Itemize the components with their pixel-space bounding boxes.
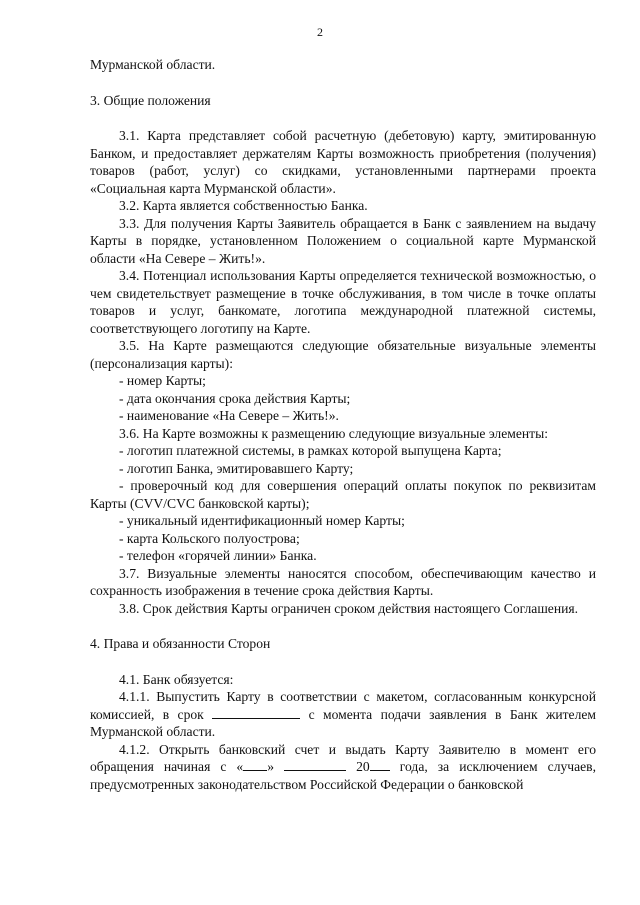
section-4-title: 4. Права и обязанности Сторон — [90, 636, 271, 651]
clause-4-1: 4.1. Банк обязуется: — [119, 671, 234, 687]
clause-4-1-2 — [90, 741, 596, 794]
clause-3-1: 3.1. Карта представляет собой расчетную (дебетовую) карту, эмитированную Банком, и предоставляет держателям Карты возможность приобретения (получения) товаров (работ, услуг) со скидками, установленными партнерами проекта «Социальная карта Мурманской области». — [90, 128, 596, 196]
list-item: - телефон «горячей линии» Банка. — [119, 548, 317, 563]
list-item: - номер Карты; — [119, 373, 206, 388]
clause-4-1-2-text-start: 4.1.2. Открыть банковский счет и выдать Карту Заявителю в момент его обращения начиная с « — [90, 741, 596, 774]
list-item: - дата окончания срока действия Карты; — [119, 390, 351, 406]
page-number: 2 — [317, 25, 323, 39]
clause-4-1-1 — [90, 688, 596, 741]
clause-3-8: 3.8. Срок действия Карты ограничен сроком действия настоящего Соглашения. — [119, 600, 579, 616]
list-item: - логотип Банка, эмитировавшего Карту; — [119, 460, 354, 476]
list-item: - наименование «На Севере – Жить!». — [119, 408, 339, 423]
clause-3-5: 3.5. На Карте размещаются следующие обязательные визуальные элементы (персонализация карты): — [90, 338, 596, 371]
document-body — [90, 56, 596, 793]
clause-3-4: 3.4. Потенциал использования Карты определяется технической возможностью, о чем свидетельствует размещение в точке обслуживания, в том числе в точке оплаты товаров и услуг, банкомате, логотипа международной платежной системы, соответствующего логотипу на Карте. — [90, 268, 596, 336]
list-item: - логотип платежной системы, в рамках которой выпущена Карта; — [119, 443, 502, 458]
quote-close: » — [267, 759, 275, 774]
section-3-title: 3. Общие положения — [90, 92, 211, 108]
year-blank — [370, 758, 390, 771]
day-blank — [243, 758, 267, 771]
clause-4-1-1-text-end: с момента подачи заявления в Банк жителем Мурманской области. — [90, 706, 596, 739]
intro-line: Мурманской области. — [90, 57, 216, 72]
year-prefix: 20 — [356, 759, 370, 774]
list-item: - карта Кольского полуострова; — [119, 530, 300, 546]
clause-3-6: 3.6. На Карте возможны к размещению следующие визуальные элементы: — [119, 425, 549, 441]
clause-3-7: 3.7. Визуальные элементы наносятся способом, обеспечивающим качество и сохранность изображения в течение срока действия Карты. — [90, 565, 596, 598]
clause-4-1-1-text-start: 4.1.1. Выпустить Карту в соответствии с макетом, согласованным конкурсной комиссией, в срок — [90, 689, 596, 722]
month-blank — [284, 758, 346, 771]
clause-3-3: 3.3. Для получения Карты Заявитель обращается в Банк с заявлением на выдачу Карты в порядке, установленном Положением о социальной карте Мурманской области «На Севере – Жить!». — [90, 215, 596, 266]
list-item: - уникальный идентификационный номер Карты; — [119, 513, 405, 528]
term-blank — [212, 706, 300, 719]
list-item: - проверочный код для совершения операций оплаты покупок по реквизитам Карты (CVV/CVC банковской карты); — [90, 478, 596, 511]
clause-3-2: 3.2. Карта является собственностью Банка. — [119, 198, 368, 213]
clause-4-1-2-text-end: года, за исключением случаев, предусмотренных законодательством Российской Федерации о банковской — [90, 759, 596, 792]
